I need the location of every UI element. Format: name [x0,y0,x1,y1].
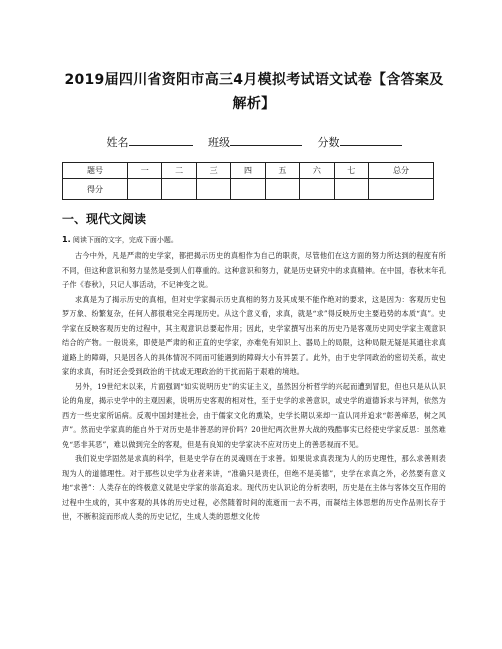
score-table-header-row [63,163,434,179]
passage-paragraph: 我们说史学固然是求真的科学，但是史学存在的灵魂则在于求善。如果说求真表现为人的历史理性，那么求善则表现为人的道德理性。对于那些以史学为业者来讲，“准确只是责任，但绝不是美德”，史学在求真之外，必然要有意义地“求善”：人类存在的终极意义就是史学家的崇高追求。现代历史认识论的分析表明，历史是在主体与客体交互作用的过程中生成的，其中客观的具体的历史过程，必然随着时间的流逝而一去不再，而凝结主体思想的历史作品则长存于世，不断积淀而形成人类的历史记忆，生成人类的思想文化传 [62,454,446,521]
score-cell[interactable] [300,179,334,200]
table-header-cell: 一 [128,163,162,179]
section-title: 一、现代文阅读 [62,212,147,226]
score-cell[interactable] [162,179,196,200]
score-cell[interactable] [368,179,433,200]
score-label: 分数 [317,136,340,149]
table-header-cell: 二 [162,163,196,179]
name-label: 姓名 [106,136,129,149]
question-number: 1. [62,235,71,244]
table-header-cell: 五 [265,163,299,179]
score-cell[interactable] [128,179,162,200]
score-cell[interactable] [231,179,265,200]
name-blank[interactable] [129,134,193,146]
passage-paragraph: 另外，19世纪末以来，片面强调“如实说明历史”的实证主义，虽然因分析哲学的兴起而遭到冒犯，但也只是从认识论的角度，揭示史学中的主观因素，说明历史客观的相对性，至于史学的求善意识，或史学的道德诉求与评判，依然为西方一些史家所诟病。反观中国封建社会，由于儒家文化的熏染，史学长期以来却一直认同并追求“彰善瘅恶，树之风声”。然而史学家真的能自外于对历史是非善恶的评价吗？20世纪两次世界大战的残酷事实已经使史学家反思：虽然难免“恶非其恶”，难以做到完全的客观，但是有良知的史学家决不应对历史上的善恶视而不见。 [62,381,446,449]
table-header-cell: 三 [196,163,230,179]
student-info-line [62,134,446,150]
table-header-cell: 题号 [63,163,128,179]
question-text: 阅读下面的文字，完成下面小题。 [72,236,178,244]
score-cell[interactable] [334,179,368,200]
document-title: 2019届四川省资阳市高三4月模拟考试语文试卷【含答案及解析】 [64,72,444,112]
table-header-cell: 七 [334,163,368,179]
passage-paragraph: 古今中外，凡是严肃的史学家，都把揭示历史的真相作为自己的职责，尽管他们在这方面的努力所达到的程度有所不同，但这种意识和努力显然是受到人们尊重的。这种意识和努力，就是历史研究中的求真精神。在中国，春秋末年孔子作《春秋》，只记人事活动，不记神变之说。 [62,251,446,289]
passage-paragraph: 求真是为了揭示历史的真相，但对史学家揭示历史真相的努力及其成果不能作绝对的要求，这是因为：客观历史包罗万象、纷繁复杂，任何人都很难完全再现历史。从这个意义看，求真，就是“求”得反映历史主要趋势的本质“真”。史学家在反映客观历史的过程中，其主观意识总要起作用；因此，史学家撰写出来的历史乃是客观历史同史学家主观意识结合的产物。一般说来，即使是严肃的和正直的史学家，亦难免有知识上、器局上的局限，这种局限无疑是其通往求真道路上的障碍，只是因各人的具体情况不同而可能遇到的障碍大小有异罢了。此外，由于史学同政治的密切关系，故史家的求真，有时还会受到政治的干扰或无理政治的干扰而陷于艰难的境地。 [62,294,446,376]
score-cell[interactable] [196,179,230,200]
table-header-cell: 四 [231,163,265,179]
class-blank[interactable] [230,134,302,146]
score-cell[interactable] [265,179,299,200]
table-header-cell: 总分 [368,163,433,179]
score-blank[interactable] [340,134,402,146]
class-label: 班级 [208,136,230,149]
score-table-score-row [63,179,434,200]
question-prompt [62,233,446,247]
table-header-cell: 六 [300,163,334,179]
score-table [62,162,434,200]
table-row-label: 得分 [63,179,128,200]
